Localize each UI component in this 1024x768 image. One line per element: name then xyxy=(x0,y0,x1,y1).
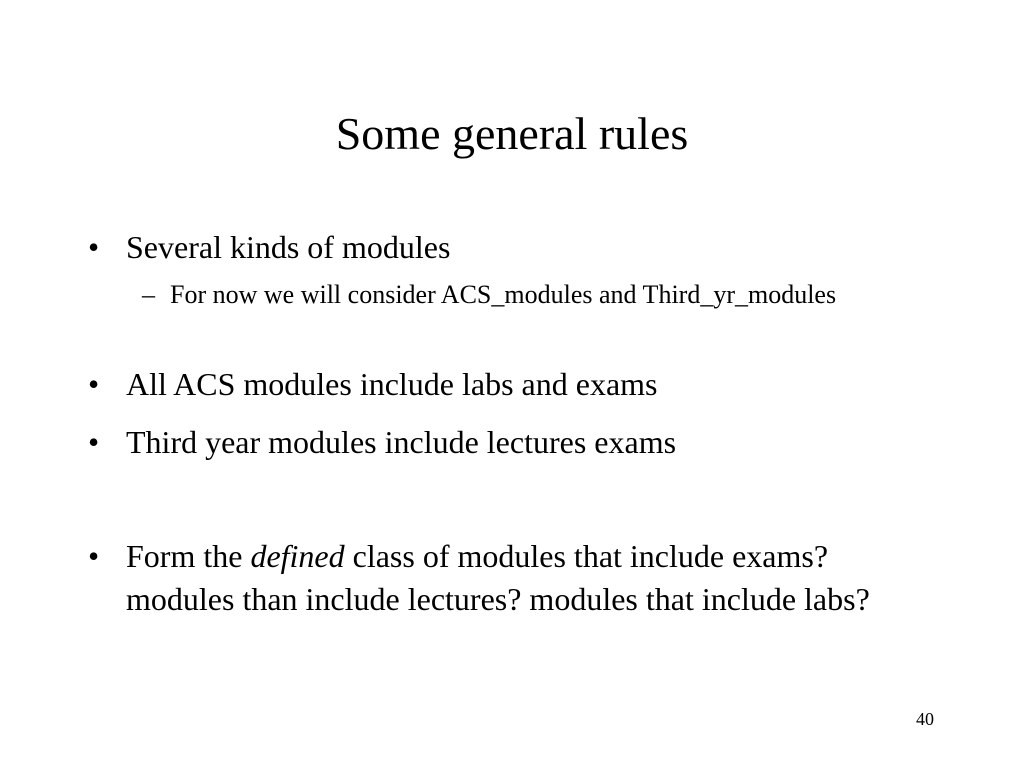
slide-title: Some general rules xyxy=(335,108,689,159)
bullet-text-after: class of modules that include exams? modules than include lectures? modules that include labs? xyxy=(126,538,870,617)
sub-bullet-item xyxy=(142,278,842,311)
bullet-item xyxy=(88,535,908,621)
dash-icon: – xyxy=(142,280,155,309)
emphasized-word: defined xyxy=(250,538,345,574)
bullet-text-before: Form the xyxy=(126,538,251,574)
bullet-item xyxy=(88,226,908,269)
bullet-icon: • xyxy=(88,424,100,460)
bullet-icon: • xyxy=(88,538,100,574)
bullet-item xyxy=(88,421,908,464)
bullet-text: Third year modules include lectures exams xyxy=(126,424,677,460)
bullet-text xyxy=(126,535,908,621)
slide-number: 40 xyxy=(916,709,934,729)
bullet-icon: • xyxy=(88,366,100,402)
bullet-text: Several kinds of modules xyxy=(126,229,451,265)
sub-bullet-text: For now we will consider ACS_modules and Third_yr_modules xyxy=(170,280,837,309)
bullet-text: All ACS modules include labs and exams xyxy=(126,366,658,402)
bullet-icon: • xyxy=(88,229,100,265)
bullet-item xyxy=(88,363,908,406)
